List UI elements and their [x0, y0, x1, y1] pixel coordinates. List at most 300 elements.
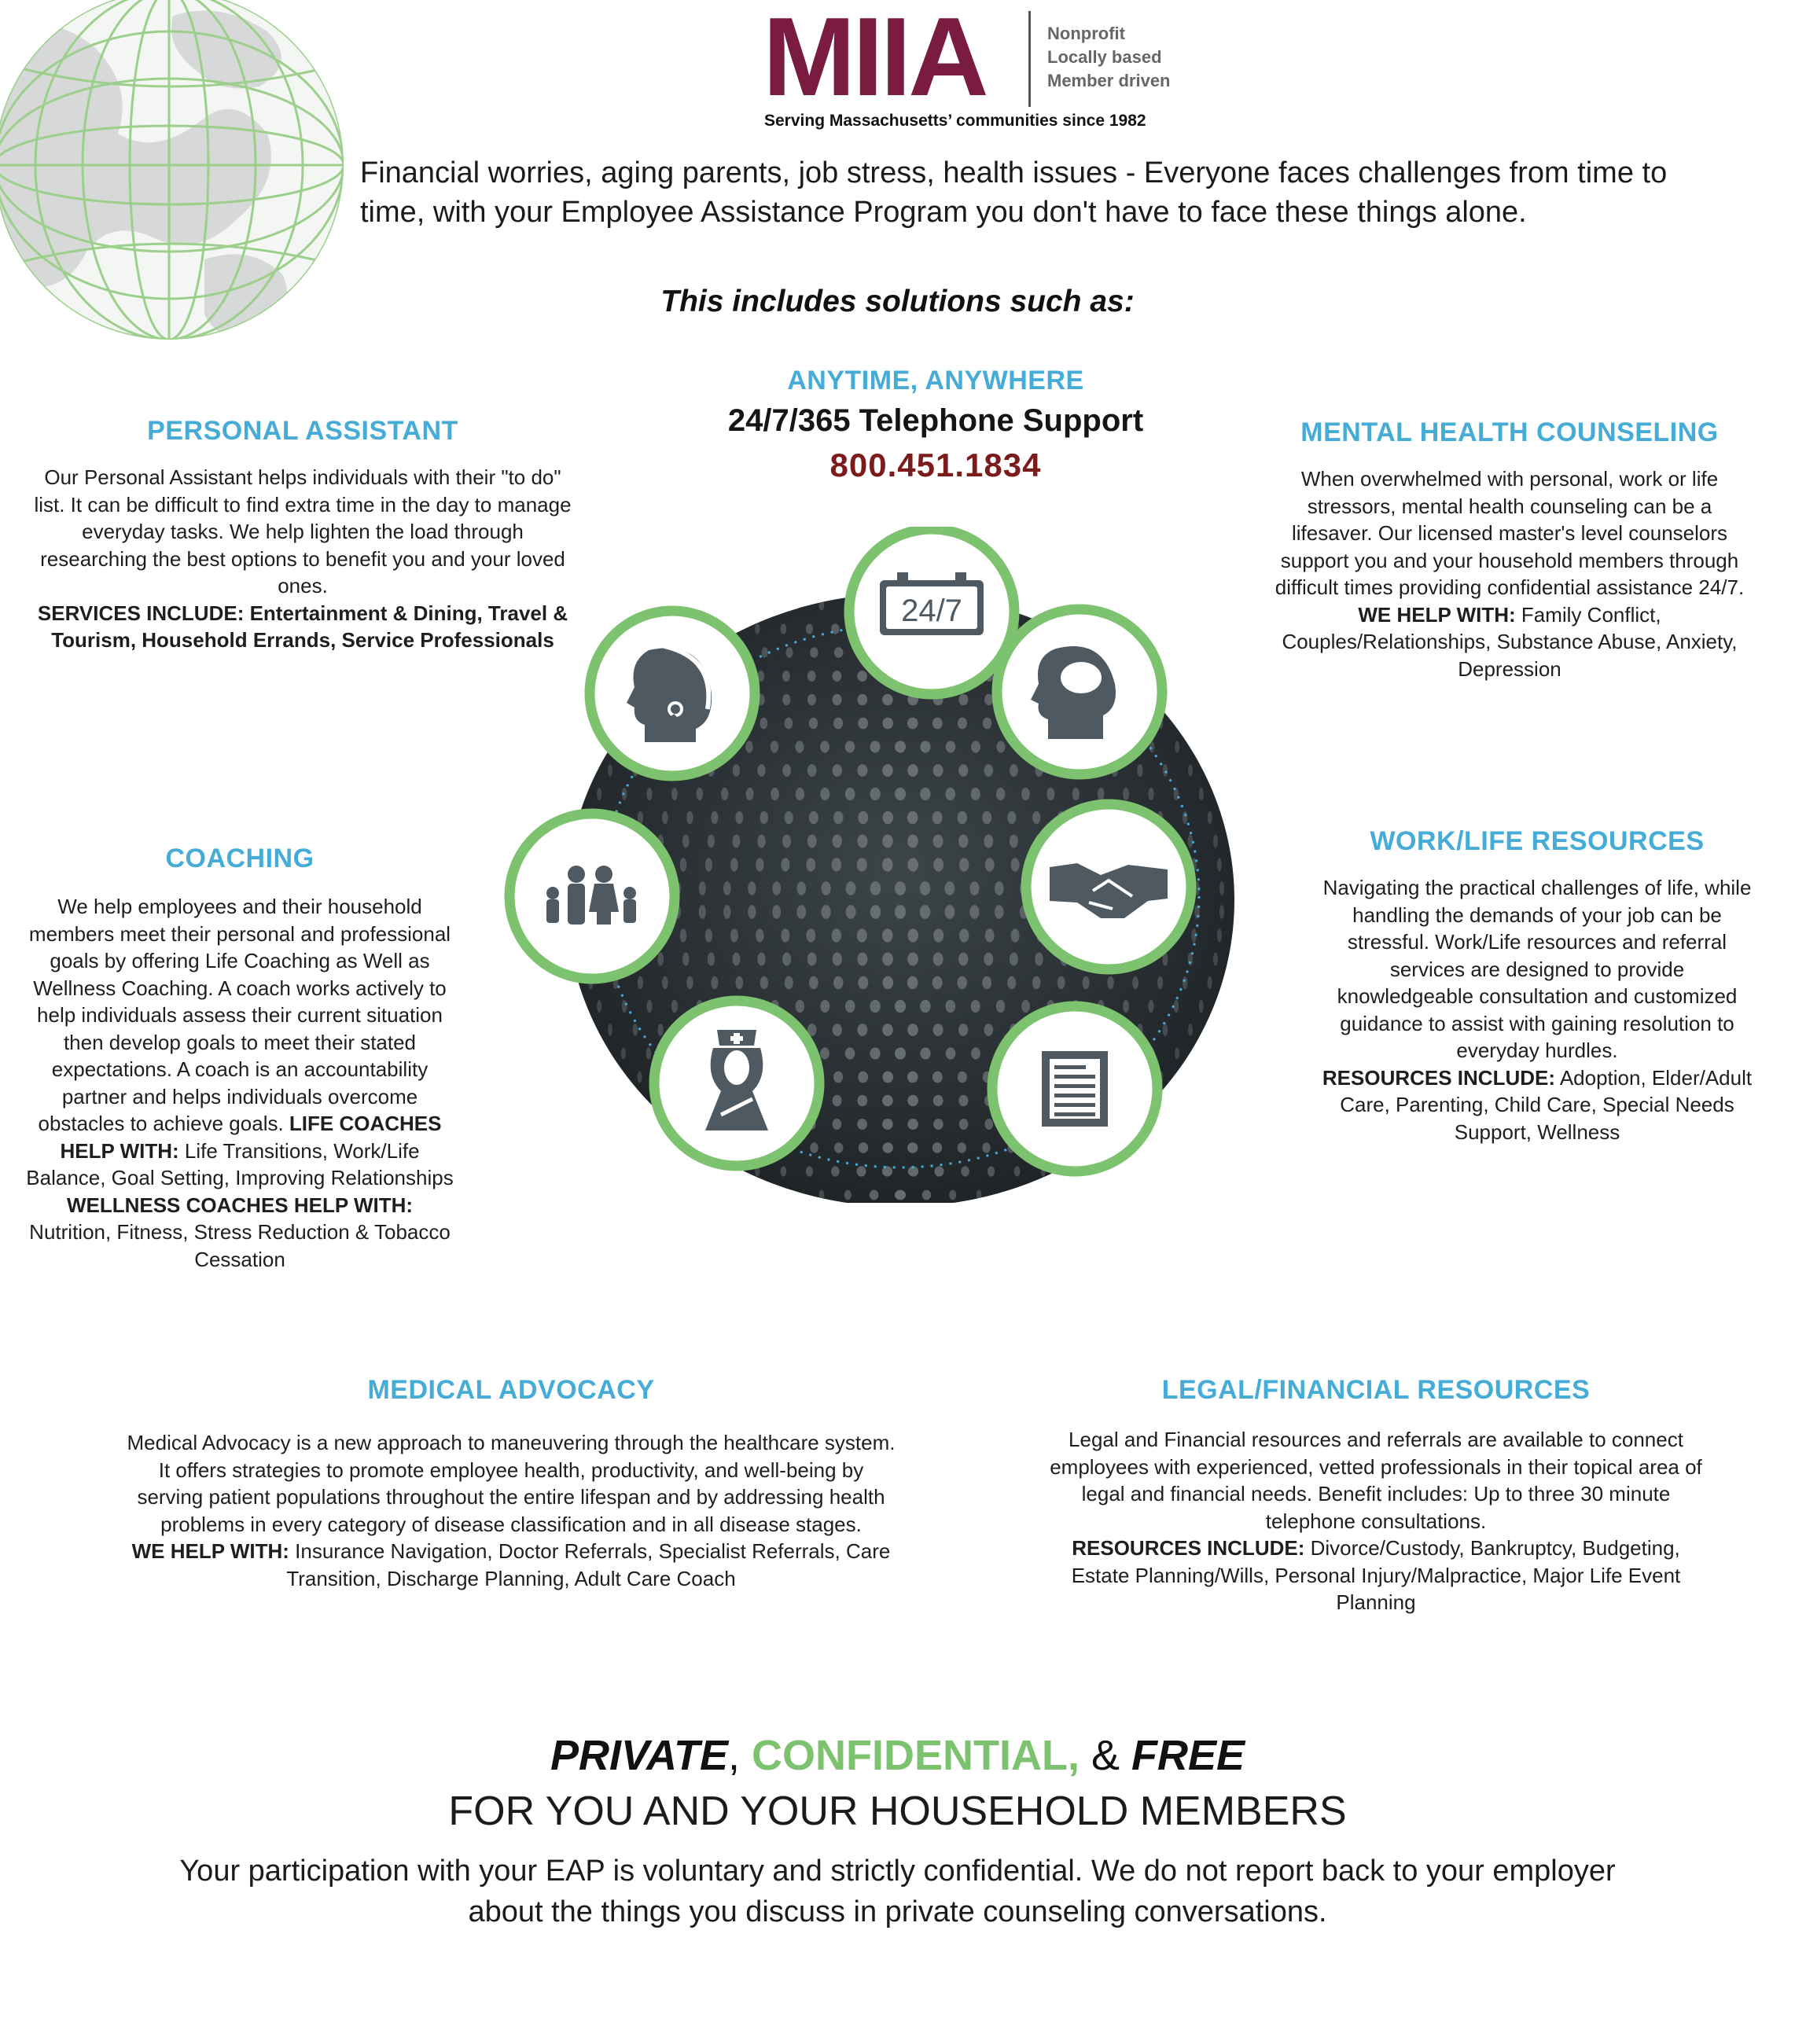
help-label: WE HELP WITH: — [1358, 602, 1516, 627]
sphere-dot — [996, 788, 1005, 800]
sphere-dot — [907, 764, 918, 777]
sphere-dot — [932, 1142, 942, 1153]
telephone-support-label: 24/7/365 Telephone Support — [727, 403, 1144, 438]
sphere-dot — [806, 1166, 813, 1176]
logo-tagline-line: Nonprofit — [1047, 24, 1125, 43]
sphere-dot — [933, 764, 943, 777]
confidentiality-statement: Your participation with your EAP is voluntary and strictly confidential. We do not report back to your employer about the things you discuss in private counseling conversations. — [179, 1855, 1616, 1928]
sphere-dot — [1010, 835, 1018, 848]
sphere-dot — [985, 928, 995, 942]
sphere-dot — [809, 976, 818, 990]
sphere-dot — [807, 694, 816, 705]
sphere-dot — [959, 858, 969, 871]
sphere-dot — [907, 1024, 918, 1036]
sphere-dot — [882, 764, 893, 777]
sphere-dot — [958, 953, 968, 966]
intro-paragraph: Financial worries, aging parents, job stress, health issues - Everyone faces challenges from time to time, with your Employee Assistance Program you don't have to face these things alone. — [360, 156, 1668, 229]
sphere-dot — [858, 718, 868, 730]
sphere-dot — [771, 788, 779, 800]
sphere-dot — [1175, 1047, 1179, 1059]
sphere-dot — [988, 1166, 995, 1176]
sphere-dot — [857, 835, 867, 848]
sphere-dot — [907, 1142, 918, 1153]
sphere-dot — [1123, 788, 1129, 800]
section-work-life — [1321, 824, 1753, 1145]
section-heading: MENTAL HEALTH COUNSELING — [1300, 417, 1719, 447]
sphere-dot — [946, 1047, 956, 1059]
sphere-dot — [883, 1142, 893, 1153]
sphere-dot — [907, 835, 918, 848]
sphere-dot — [708, 953, 715, 966]
sphere-dot — [721, 788, 728, 800]
sphere-dot — [933, 1095, 943, 1106]
sphere-dot — [682, 953, 690, 966]
sphere-dot — [857, 1024, 867, 1036]
sphere-dot — [870, 741, 880, 752]
sphere-dot — [1213, 835, 1218, 848]
sphere-dot — [920, 1047, 930, 1059]
sphere-dot — [762, 647, 768, 658]
section-legal-financial — [1046, 1373, 1706, 1616]
sphere-dot — [984, 835, 993, 848]
sphere-dot — [662, 976, 668, 990]
telephone-support-block — [621, 363, 1250, 487]
sphere-dot — [807, 835, 817, 848]
sphere-dot — [882, 858, 893, 871]
sphere-dot — [1035, 953, 1043, 966]
sphere-dot — [1163, 1024, 1168, 1036]
sphere-dot — [810, 1142, 818, 1153]
sphere-dot — [796, 881, 806, 895]
sphere-dot — [833, 694, 842, 705]
sphere-dot — [933, 1119, 943, 1130]
handshake-icon — [1026, 804, 1191, 969]
section-body — [1321, 874, 1753, 1145]
services-include: SERVICES INCLUDE: Entertainment & Dining, Travel & Tourism, Household Errands, Service Professionals — [37, 601, 568, 652]
sphere-dot — [796, 741, 804, 752]
sphere-dot — [882, 718, 893, 730]
sphere-dot — [708, 835, 715, 848]
sphere-dot — [1132, 976, 1138, 990]
sphere-dot — [730, 928, 738, 942]
sphere-dot — [782, 835, 791, 848]
sphere-dot — [882, 1072, 893, 1083]
sphere-dot — [845, 1000, 855, 1013]
sphere-dot — [859, 1142, 868, 1153]
sphere-dot — [1188, 764, 1193, 777]
logo-tagline-line: Member driven — [1047, 71, 1171, 90]
sphere-dot — [796, 788, 804, 800]
sphere-dot — [806, 928, 815, 942]
sphere-dot — [807, 953, 817, 966]
logo-tagline-line: Locally based — [1047, 47, 1162, 67]
sphere-dot — [1107, 976, 1114, 990]
sphere-dot — [907, 858, 918, 871]
sphere-dot — [1148, 1000, 1153, 1013]
sphere-dot — [857, 671, 867, 682]
sphere-dot — [822, 905, 831, 919]
sphere-dot — [932, 976, 943, 990]
sphere-dot — [820, 788, 829, 800]
sphere-dot — [1021, 1000, 1030, 1013]
sphere-dot — [638, 976, 643, 990]
sphere-dot — [686, 976, 693, 990]
sphere-dot — [1148, 788, 1153, 800]
section-body — [31, 464, 574, 654]
sphere-dot — [757, 764, 765, 777]
sphere-dot — [1208, 976, 1212, 990]
sphere-dot — [958, 835, 968, 848]
sphere-dot — [920, 905, 930, 919]
sphere-dot — [756, 858, 763, 871]
resources-text: Adoption, Elder/Adult Care, Parenting, Child Care, Special Needs Support, Wellness — [1340, 1065, 1753, 1144]
sphere-dot — [870, 788, 880, 800]
sphere-dot — [907, 1119, 918, 1130]
sphere-dot — [746, 788, 754, 800]
document-list-icon — [992, 1006, 1157, 1171]
sphere-dot — [1007, 976, 1016, 990]
sphere-dot — [933, 953, 943, 966]
sphere-dot — [971, 1047, 980, 1059]
sphere-dot — [946, 788, 956, 800]
sphere-dot — [895, 1000, 906, 1013]
sphere-dot — [646, 788, 652, 800]
household-members-line: FOR YOU AND YOUR HOUSEHOLD MEMBERS — [448, 1788, 1347, 1834]
section-medical-advocacy — [126, 1373, 896, 1592]
sphere-dot — [772, 881, 781, 895]
sphere-dot — [844, 1190, 852, 1200]
sphere-dot — [782, 671, 790, 682]
resources-label: RESOURCES INCLUDE: — [1322, 1065, 1556, 1090]
sphere-dot — [657, 953, 664, 966]
sphere-dot — [819, 1190, 825, 1200]
sphere-dot — [755, 623, 760, 634]
sphere-dot — [971, 741, 980, 752]
sphere-dot — [1199, 788, 1204, 800]
sphere-dot — [686, 811, 693, 825]
sphere-dot — [907, 1072, 918, 1083]
solutions-heading: This includes solutions such as: — [660, 285, 1135, 318]
sphere-dot — [705, 928, 712, 942]
life-coaches-label: LIFE COACHES HELP WITH: — [60, 1112, 442, 1163]
sphere-dot — [1011, 858, 1020, 871]
footer — [0, 1728, 1795, 1932]
sphere-dot — [785, 718, 793, 730]
sphere-dot — [907, 976, 918, 990]
nurse-icon — [654, 1001, 819, 1166]
sphere-dot — [699, 905, 706, 919]
sphere-dot — [857, 1095, 867, 1106]
sphere-dot — [834, 647, 843, 658]
sphere-dot — [857, 1119, 867, 1130]
sphere-dot — [682, 835, 690, 848]
phone-number[interactable]: 800.451.1834 — [829, 447, 1042, 483]
sphere-dot — [982, 1142, 990, 1153]
sphere-dot — [833, 764, 842, 777]
sphere-dot — [819, 601, 825, 611]
sphere-dot — [657, 1024, 663, 1036]
body-text: We help employees and their household members meet their personal and professional goals by offering Life Coaching as Well as Wellness Coaching. A coach works actively to help individuals assess their current situation then develop goals to meet their stated expectations. A coach is an accountability partner and helps individuals overcome obstacles to achieve goals. — [28, 895, 451, 1135]
sphere-dot — [958, 1024, 968, 1036]
sphere-dot — [857, 928, 867, 942]
sphere-dot — [699, 881, 706, 895]
sphere-dot — [1219, 905, 1224, 919]
sphere-dot — [781, 928, 789, 942]
sphere-dot — [945, 881, 955, 895]
sphere-dot — [1188, 1024, 1193, 1036]
sphere-dot — [895, 1047, 906, 1059]
sphere-dot — [857, 764, 867, 777]
sphere-dot — [760, 718, 768, 730]
sphere-dot — [949, 1190, 956, 1200]
sphere-dot — [882, 1119, 893, 1130]
sphere-dot — [1183, 976, 1188, 990]
sphere-dot — [735, 976, 743, 990]
sphere-dot — [1014, 1166, 1021, 1176]
sphere-dot — [833, 1024, 842, 1036]
sphere-dot — [597, 788, 601, 800]
sphere-dot — [1217, 858, 1222, 871]
sphere-dot — [1213, 953, 1218, 966]
sphere-dot — [1021, 788, 1030, 800]
sphere-dot — [711, 811, 718, 825]
sphere-dot — [1007, 811, 1016, 825]
headset-agent-icon — [590, 611, 755, 776]
sphere-dot — [895, 1190, 906, 1200]
sphere-dot — [733, 953, 741, 966]
sphere-dot — [857, 953, 867, 966]
life-coaches-text: Life Transitions, Work/Life Balance, Goal Setting, Improving Relationships — [26, 1138, 454, 1189]
sphere-dot — [833, 1072, 843, 1083]
sphere-dot — [1072, 788, 1080, 800]
sphere-dot — [958, 1072, 967, 1083]
sphere-dot — [833, 976, 843, 990]
sphere-dot — [870, 881, 881, 895]
sphere-dot — [680, 858, 687, 871]
comma: , — [727, 1732, 752, 1779]
sphere-dot — [958, 718, 967, 730]
sphere-dot — [1208, 811, 1212, 825]
ampersand: & — [1079, 1732, 1132, 1779]
wellness-coaches-text: Nutrition, Fitness, Stress Reduction & Tobacco Cessation — [29, 1220, 451, 1271]
section-heading: LEGAL/FINANCIAL RESOURCES — [1161, 1375, 1591, 1405]
sphere-dot — [833, 811, 843, 825]
sphere-dot — [959, 1119, 969, 1130]
sphere-dot — [845, 1047, 855, 1059]
sphere-dot — [985, 858, 995, 871]
sphere-dot — [807, 671, 816, 682]
help-text: Family Conflict, Couples/Relationships, Substance Abuse, Anxiety, Depression — [1282, 602, 1738, 681]
sphere-dot — [845, 788, 855, 800]
sphere-dot — [833, 1119, 842, 1130]
sphere-dot — [733, 835, 741, 848]
sphere-dot — [1032, 811, 1040, 825]
sphere-dot — [760, 976, 768, 990]
sphere-dot — [1163, 764, 1168, 777]
sphere-dot — [922, 1190, 932, 1200]
sphere-dot — [1219, 881, 1224, 895]
sphere-dot — [882, 928, 893, 942]
sphere-dot — [833, 671, 842, 682]
sphere-dot — [920, 1000, 930, 1013]
sphere-dot — [984, 953, 993, 966]
free-word: FREE — [1131, 1732, 1245, 1779]
sphere-dot — [597, 1000, 601, 1013]
sphere-dot — [857, 858, 867, 871]
sphere-dot — [1010, 764, 1018, 777]
anytime-heading: ANYTIME, ANYWHERE — [787, 366, 1084, 395]
sphere-dot — [638, 1072, 642, 1083]
sphere-dot — [757, 835, 765, 848]
sphere-dot — [845, 741, 855, 752]
sphere-dot — [895, 905, 906, 919]
logo-tagline — [1047, 22, 1171, 93]
sphere-dot — [935, 1166, 944, 1176]
sphere-dot — [933, 835, 943, 848]
sphere-dot — [608, 764, 612, 777]
sphere-dot — [646, 1000, 652, 1013]
help-label: WE HELP WITH: — [131, 1539, 289, 1563]
body-text: Navigating the practical challenges of life, while handling the demands of your job can be stressful. Work/Life resources and referral services are designed to provide knowledgeable consultation and customized guidance to assist with gaining resolution to everyday hurdles. — [1322, 876, 1752, 1062]
sphere-dot — [945, 905, 955, 919]
sphere-dot — [882, 1095, 893, 1106]
body-text: Our Personal Assistant helps individuals with their "to do" list. It can be difficult to find extra time in the day to manage everyday tasks. We help lighten the load through researching the best options to benefit you and your loved ones. — [34, 465, 572, 597]
sphere-dot — [1175, 741, 1179, 752]
sphere-dot — [932, 718, 943, 730]
sphere-dot — [895, 741, 906, 752]
sphere-dot — [870, 1000, 880, 1013]
section-heading: WORK/LIFE RESOURCES — [1370, 826, 1705, 856]
sphere-dot — [858, 1072, 868, 1083]
body-text: Legal and Financial resources and referrals are available to connect employees with experienced, vetted professionals in their topical area of legal and financial needs. Benefit includes: Up to three 30 minute telephone consultations. — [1050, 1428, 1702, 1533]
logo-wordmark: MIIA — [763, 0, 986, 119]
sphere-dot — [1217, 928, 1222, 942]
miia-logo — [763, 0, 1203, 132]
sphere-dot — [785, 647, 793, 658]
sphere-dot — [971, 1000, 980, 1013]
sphere-dot — [1032, 976, 1040, 990]
sphere-dot — [883, 811, 894, 825]
sphere-dot — [1046, 788, 1054, 800]
sphere-dot — [608, 1024, 612, 1036]
sphere-dot — [633, 1024, 638, 1036]
sphere-dot — [933, 1024, 943, 1036]
sphere-dot — [946, 741, 956, 752]
sphere-dot — [782, 953, 791, 966]
sphere-dot — [680, 928, 687, 942]
sphere-dot — [1098, 788, 1105, 800]
sphere-dot — [820, 741, 829, 752]
sphere-dot — [907, 928, 918, 942]
sphere-dot — [733, 764, 740, 777]
sphere-dot — [810, 647, 818, 658]
clock-text: 24/7 — [901, 594, 962, 628]
sphere-dot — [946, 1000, 956, 1013]
sphere-dot — [870, 1190, 879, 1200]
resources-label: RESOURCES INCLUDE: — [1072, 1536, 1305, 1560]
sphere-dot — [834, 1142, 843, 1153]
section-mental-health — [1266, 415, 1753, 682]
sphere-dot — [984, 1024, 994, 1036]
sphere-dot — [858, 811, 868, 825]
sphere-dot — [809, 718, 818, 730]
sphere-dot — [1199, 1000, 1204, 1013]
section-body — [1046, 1426, 1706, 1616]
sphere-dot — [697, 788, 704, 800]
sphere-dot — [723, 905, 731, 919]
sphere-dot — [782, 694, 790, 705]
sphere-dot — [820, 1047, 829, 1059]
sphere-dot — [781, 1166, 787, 1176]
sphere-dot — [958, 976, 967, 990]
sphere-dot — [833, 1095, 842, 1106]
sphere-dot — [820, 1000, 829, 1013]
sphere-dot — [1123, 1000, 1129, 1013]
sphere-dot — [959, 928, 969, 942]
sphere-dot — [705, 858, 712, 871]
sphere-dot — [833, 953, 842, 966]
sphere-dot — [982, 811, 991, 825]
sphere-dot — [895, 881, 906, 895]
sphere-dot — [622, 1000, 627, 1013]
sphere-dot — [907, 953, 918, 966]
sphere-dot — [977, 1190, 982, 1200]
sphere-dot — [882, 953, 893, 966]
sphere-dot — [1137, 764, 1142, 777]
resources-text: Divorce/Custody, Bankruptcy, Budgeting, Estate Planning/Wills, Personal Injury/Malpractice, Major Life Event Planning — [1071, 1536, 1681, 1614]
sphere-dot — [984, 1119, 993, 1130]
sphere-dot — [723, 881, 731, 895]
section-body — [1266, 465, 1753, 682]
sphere-dot — [958, 764, 968, 777]
sphere-dot — [958, 1142, 966, 1153]
logo-divider — [1028, 11, 1031, 107]
logo-subtitle: Serving Massachusetts’ communities since 1982 — [764, 112, 1146, 130]
wellness-coaches-label: WELLNESS COACHES HELP WITH: — [66, 1193, 414, 1217]
sphere-dot — [969, 881, 979, 895]
sphere-dot — [858, 976, 868, 990]
sphere-dot — [785, 976, 793, 990]
sphere-dot — [756, 928, 763, 942]
sphere-dot — [920, 881, 930, 895]
body-text: When overwhelmed with personal, work or life stressors, mental health counseling can be a lifesaver. Our licensed master's level counselors support you and your household members through difficult times providing confidential assistance 24/7. — [1275, 467, 1745, 599]
sphere-dot — [785, 811, 793, 825]
sphere-dot — [833, 835, 842, 848]
sphere-dot — [809, 811, 818, 825]
sphere-dot — [996, 1000, 1005, 1013]
sphere-dot — [621, 1047, 626, 1059]
sphere-dot — [745, 741, 753, 752]
sphere-dot — [771, 741, 778, 752]
sphere-dot — [1083, 976, 1090, 990]
sphere-dot — [982, 976, 991, 990]
help-text: Insurance Navigation, Doctor Referrals, Specialist Referrals, Care Transition, Discharge Planning, Adult Care Coach — [286, 1539, 891, 1590]
sphere-dot — [907, 811, 918, 825]
section-body — [24, 893, 456, 1273]
sphere-dot — [748, 905, 756, 919]
sphere-dot — [958, 811, 967, 825]
family-icon — [509, 814, 675, 979]
clock-24-7-icon — [849, 529, 1014, 694]
confidential-word: CONFIDENTIAL, — [752, 1732, 1080, 1779]
sphere-dot — [958, 1095, 968, 1106]
sphere-dot — [832, 928, 841, 942]
sphere-dot — [933, 858, 943, 871]
sphere-dot — [983, 718, 991, 730]
sphere-dot — [846, 905, 856, 919]
sphere-dot — [796, 1000, 804, 1013]
sphere-dot — [806, 623, 813, 634]
